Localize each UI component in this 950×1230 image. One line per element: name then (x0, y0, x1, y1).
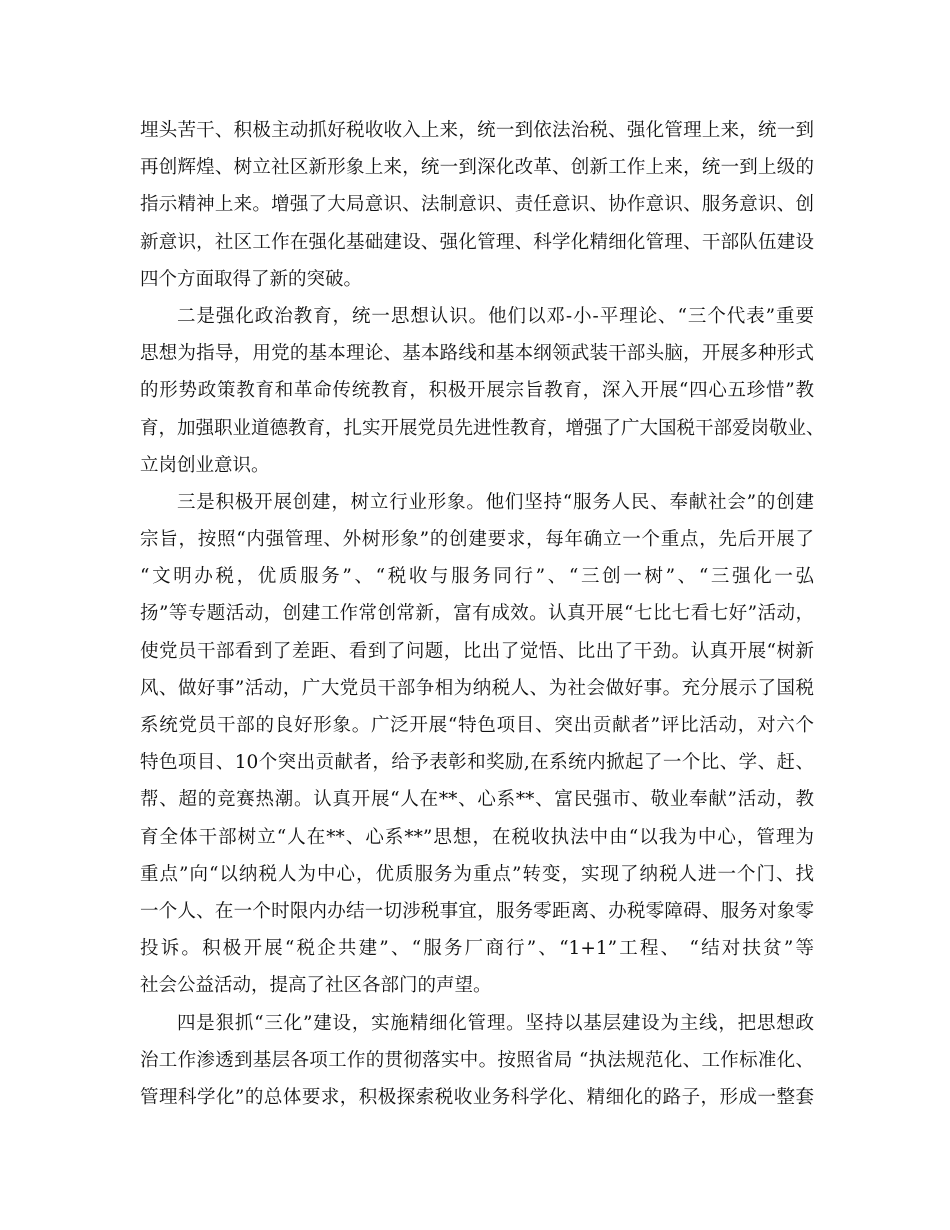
text-line: 育全体干部树立“人在**、心系**”思想，在税收执法中由“以我为中心，管理为 (140, 826, 814, 848)
text-line: “文明办税，优质服务”、“税收与服务同行”、“三创一树”、“三强化一弘 (140, 566, 814, 588)
text-line: 育，加强职业道德教育，扎实开展党员先进性教育，增强了广大国税干部爱岗敬业、 (140, 417, 825, 439)
paragraph-first-line: 三是积极开展创建，树立行业形象。他们坚持“服务人民、奉献社会”的创建 (177, 491, 814, 513)
text-line: 重点”向“以纳税人为中心，优质服务为重点”转变，实现了纳税人进一个门、找 (140, 863, 814, 885)
text-line: 的形势政策教育和革命传统教育，积极开展宗旨教育，深入开展“四心五珍惜”教 (140, 380, 814, 402)
text-line: 新意识，社区工作在强化基础建设、强化管理、科学化精细化管理、干部队伍建设 (140, 231, 814, 253)
text-line: 立岗创业意识。 (140, 454, 270, 476)
text-line: 社会公益活动，提高了社区各部门的声望。 (140, 975, 492, 997)
text-line: 思想为指导，用党的基本理论、基本路线和基本纲领武装干部头脑，开展多种形式 (140, 343, 814, 365)
text-line: 系统党员干部的良好形象。广泛开展“特色项目、突出贡献者”评比活动，对六个 (140, 715, 814, 736)
text-line: 治工作渗透到基层各项工作的贯彻落实中。按照省局 “执法规范化、工作标准化、 (140, 1049, 814, 1071)
text-line: 宗旨，按照“内强管理、外树形象”的创建要求，每年确立一个重点，先后开展了 (140, 529, 814, 551)
paragraph-first-line: 四是狠抓“三化”建设，实施精细化管理。坚持以基层建设为主线，把思想政 (177, 1012, 814, 1034)
paragraph-first-line: 二是强化政治教育，统一思想认识。他们以邓-小-平理论、“三个代表”重要 (177, 305, 814, 327)
text-line: 一个人、在一个时限内办结一切涉税事宜，服务零距离、办税零障碍、服务对象零 (140, 900, 814, 922)
text-line: 帮、超的竞赛热潮。认真开展“人在**、心系**、富民强市、敬业奉献”活动，教 (140, 789, 814, 811)
text-line: 再创辉煌、树立社区新形象上来，统一到深化改革、创新工作上来，统一到上级的 (140, 157, 814, 179)
text-line: 埋头苦干、积极主动抓好税收收入上来，统一到依法治税、强化管理上来，统一到 (140, 120, 814, 141)
text-line: 管理科学化”的总体要求，积极探索税收业务科学化、精细化的路子，形成一整套 (140, 1086, 814, 1108)
text-line: 风、做好事”活动，广大党员干部争相为纳税人、为社会做好事。充分展示了国税 (140, 677, 814, 699)
text-line: 四个方面取得了新的突破。 (140, 268, 363, 290)
text-line: 指示精神上来。增强了大局意识、法制意识、责任意识、协作意识、服务意识、创 (140, 194, 814, 216)
text-line: 特色项目、10个突出贡献者，给予表彰和奖励,在系统内掀起了一个比、学、赶、 (140, 752, 814, 774)
text-line: 扬”等专题活动，创建工作常创常新，富有成效。认真开展“七比七看七好”活动， (140, 603, 814, 625)
text-line: 使党员干部看到了差距、看到了问题，比出了觉悟、比出了干劲。认真开展“树新 (140, 640, 814, 662)
text-line: 投诉。积极开展“税企共建”、“服务厂商行”、“1+1”工程、 “结对扶贫”等 (140, 938, 814, 960)
document-body (140, 112, 825, 1116)
